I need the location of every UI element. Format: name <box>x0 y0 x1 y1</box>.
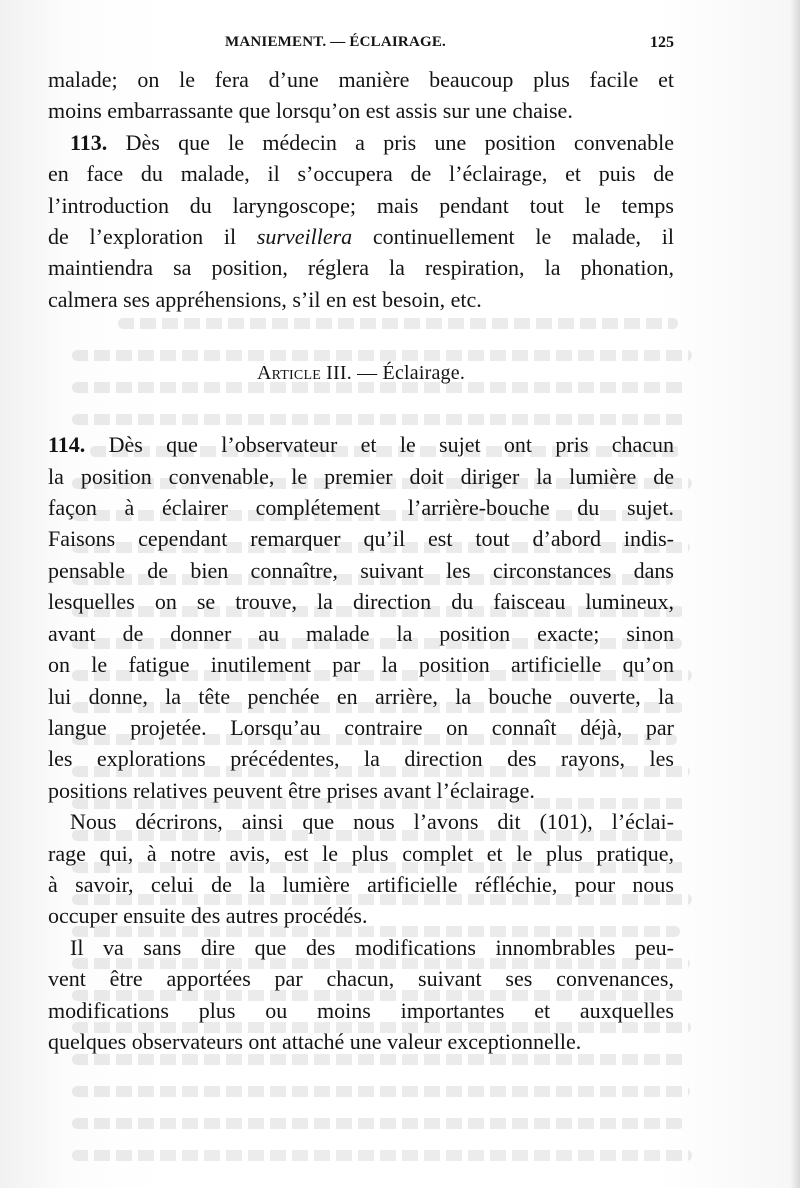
article-heading <box>48 359 674 387</box>
text-line <box>48 932 674 963</box>
paragraph-114 <box>48 429 674 806</box>
text-line: Faisons cependant remarquer qu’il est tout d’abord indis- <box>48 526 674 552</box>
text-line <box>48 221 674 252</box>
running-head <box>48 34 674 56</box>
italic-word: surveillera <box>256 224 353 250</box>
text-line: lesquelles on se trouve, la direction du faisceau lumineux, <box>48 589 674 615</box>
text-line: calmera ses appréhensions, s’il en est besoin, etc. <box>48 286 482 312</box>
text-line: la position convenable, le premier doit diriger la lumière de <box>48 463 674 489</box>
paragraph-nous-decrirons <box>48 806 674 932</box>
paragraph-il-va-sans-dire <box>48 932 674 1058</box>
heading-title: III. — Éclairage. <box>320 362 466 385</box>
page-body <box>48 64 674 1057</box>
text-line: on le fatigue inutilement par la position artificielle qu’on <box>48 652 674 678</box>
text-line <box>48 429 674 460</box>
section-gap <box>48 315 674 351</box>
text-line: modifications plus ou moins importantes et auxquelles <box>48 997 674 1023</box>
paragraph-number: 114. <box>48 432 86 458</box>
text-line: quelques observateurs ont attaché une valeur exceptionnelle. <box>48 1028 582 1054</box>
text-line: façon à éclairer complétement l’arrière-bouche du sujet. <box>48 495 674 521</box>
text-line <box>48 806 674 837</box>
paragraph-113 <box>48 127 674 315</box>
text-line: à savoir, celui de la lumière artificielle réfléchie, pour nous <box>48 871 674 897</box>
running-title: MANIEMENT. — ÉCLAIRAGE. <box>225 34 447 50</box>
text-span: Il va sans dire que des modifications innombrables peu- <box>70 934 674 960</box>
text-line: pensable de bien connaître, suivant les circonstances dans <box>48 557 674 583</box>
text-span: Dès que l’observateur et le sujet ont pris chacun <box>85 432 674 458</box>
text-line: langue projetée. Lorsqu’au contraire on connaît déjà, par <box>48 714 674 740</box>
text-span: Dès que le médecin a pris une position convenable <box>107 129 674 155</box>
text-line <box>48 127 674 158</box>
text-span: Nous décrirons, ainsi que nous l’avons dit (101), l’éclai- <box>70 809 674 835</box>
text-line: moins embarrassante que lorsqu’on est assis sur une chaise. <box>48 98 573 124</box>
text-line: les explorations précédentes, la direction des rayons, les <box>48 746 674 772</box>
text-line: avant de donner au malade la position exacte; sinon <box>48 620 674 646</box>
paragraph-continued <box>48 64 674 127</box>
heading-label: Article <box>256 362 321 385</box>
paragraph-number: 113. <box>70 129 108 155</box>
text-line: malade; on le fera d’une manière beaucoup plus facile et <box>48 67 674 92</box>
text-line: maintiendra sa position, réglera la respiration, la phonation, <box>48 255 674 281</box>
text-line: en face du malade, il s’occupera de l’éclairage, et puis de <box>48 161 674 187</box>
text-span: continuellement le malade, il <box>352 224 674 250</box>
text-line: rage qui, à notre avis, est le plus complet et le plus pratique, <box>48 840 674 866</box>
text-line: l’introduction du laryngoscope; mais pendant tout le temps <box>48 192 674 218</box>
text-line: lui donne, la tête penchée en arrière, la bouche ouverte, la <box>48 683 674 709</box>
page-number: 125 <box>650 34 674 51</box>
page-edge-shadow <box>790 0 800 1188</box>
text-line: positions relatives peuvent être prises avant l’éclairage. <box>48 777 535 803</box>
text-line: occuper ensuite des autres procédés. <box>48 903 368 929</box>
text-line: vent être apportées par chacun, suivant ses convenances, <box>48 966 674 992</box>
text-span: de l’exploration il <box>48 224 257 250</box>
